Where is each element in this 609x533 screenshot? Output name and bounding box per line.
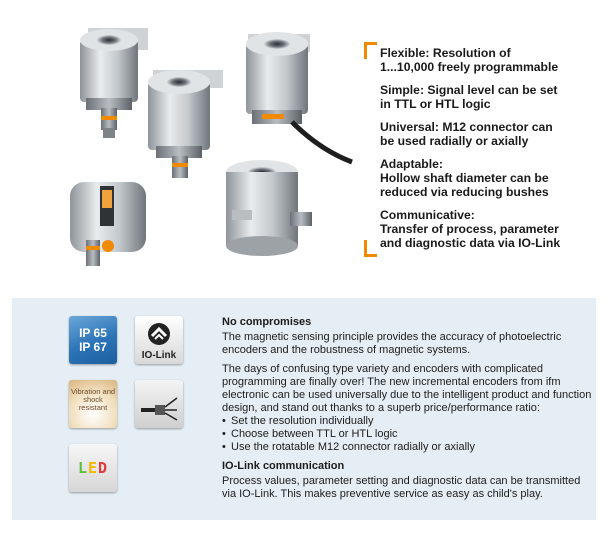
feature-flexible: Flexible: Resolution of 1...10,000 freely programmable — [380, 46, 559, 74]
feature-communicative: Communicative: Transfer of process, parameter and diagnostic data via IO-Link — [380, 208, 561, 250]
feature-list — [380, 46, 605, 259]
encoder-image-5 — [226, 160, 312, 256]
info-panel — [12, 298, 596, 520]
no-compromises-paragraph-2: The days of confusing type variety and encoders with complicated programming are finally over! The new incremental encoders from ifm electronic can be used universally due to the intelligent product and function design, and stand out thanks to a superb price/performance ratio: — [222, 363, 592, 414]
feature-adaptable: Adaptable: Hollow shaft diameter can be reduced via reducing bushes — [380, 157, 549, 199]
bracket-bottom-accent — [364, 240, 377, 257]
iolink-label: IO-Link — [141, 350, 177, 361]
encoder-image-1 — [80, 28, 148, 138]
feature-simple: Simple: Signal level can be set in TTL or HTL logic — [380, 83, 558, 111]
iolink-heading: IO-Link communication — [222, 460, 345, 472]
encoder-image-2 — [148, 70, 223, 178]
led-letter-d: D — [98, 459, 109, 477]
led-letter-l: L — [77, 459, 88, 477]
no-compromises-heading: No compromises — [222, 316, 312, 328]
bracket-top-accent — [364, 42, 377, 59]
encoders-product-photo — [0, 0, 360, 290]
connector-badge — [135, 380, 183, 428]
ip67-label: IP 67 — [79, 340, 107, 354]
bullet-connector: • Use the rotatable M12 connector radially or axially — [222, 441, 592, 454]
feature-universal: Universal: M12 connector can be used radially or axially — [380, 120, 553, 148]
iolink-badge — [135, 316, 183, 364]
bullet-logic: • Choose between TTL or HTL logic — [222, 428, 592, 441]
led-letter-e: E — [87, 459, 99, 477]
iolink-paragraph: Process values, parameter setting and diagnostic data can be transmitted via IO-Link. This makes preventive service as easy as child's play. — [222, 475, 581, 500]
bullet-resolution: • Set the resolution individually — [222, 415, 592, 428]
encoder-image-3 — [246, 32, 352, 162]
panel-text — [222, 316, 592, 507]
cable-connector-icon — [135, 380, 183, 428]
vibration-badge — [69, 380, 117, 428]
feature-bullet-list — [222, 415, 592, 454]
ip65-label: IP 65 — [79, 326, 107, 340]
no-compromises-paragraph-1: The magnetic sensing principle provides the accuracy of photoelectric encoders and the robustness of magnetic systems. — [222, 331, 562, 356]
vibration-label: Vibration and shock resistant — [70, 387, 116, 412]
ip-rating-badge — [69, 316, 117, 364]
led-badge — [69, 444, 117, 492]
encoder-image-4 — [70, 182, 146, 266]
